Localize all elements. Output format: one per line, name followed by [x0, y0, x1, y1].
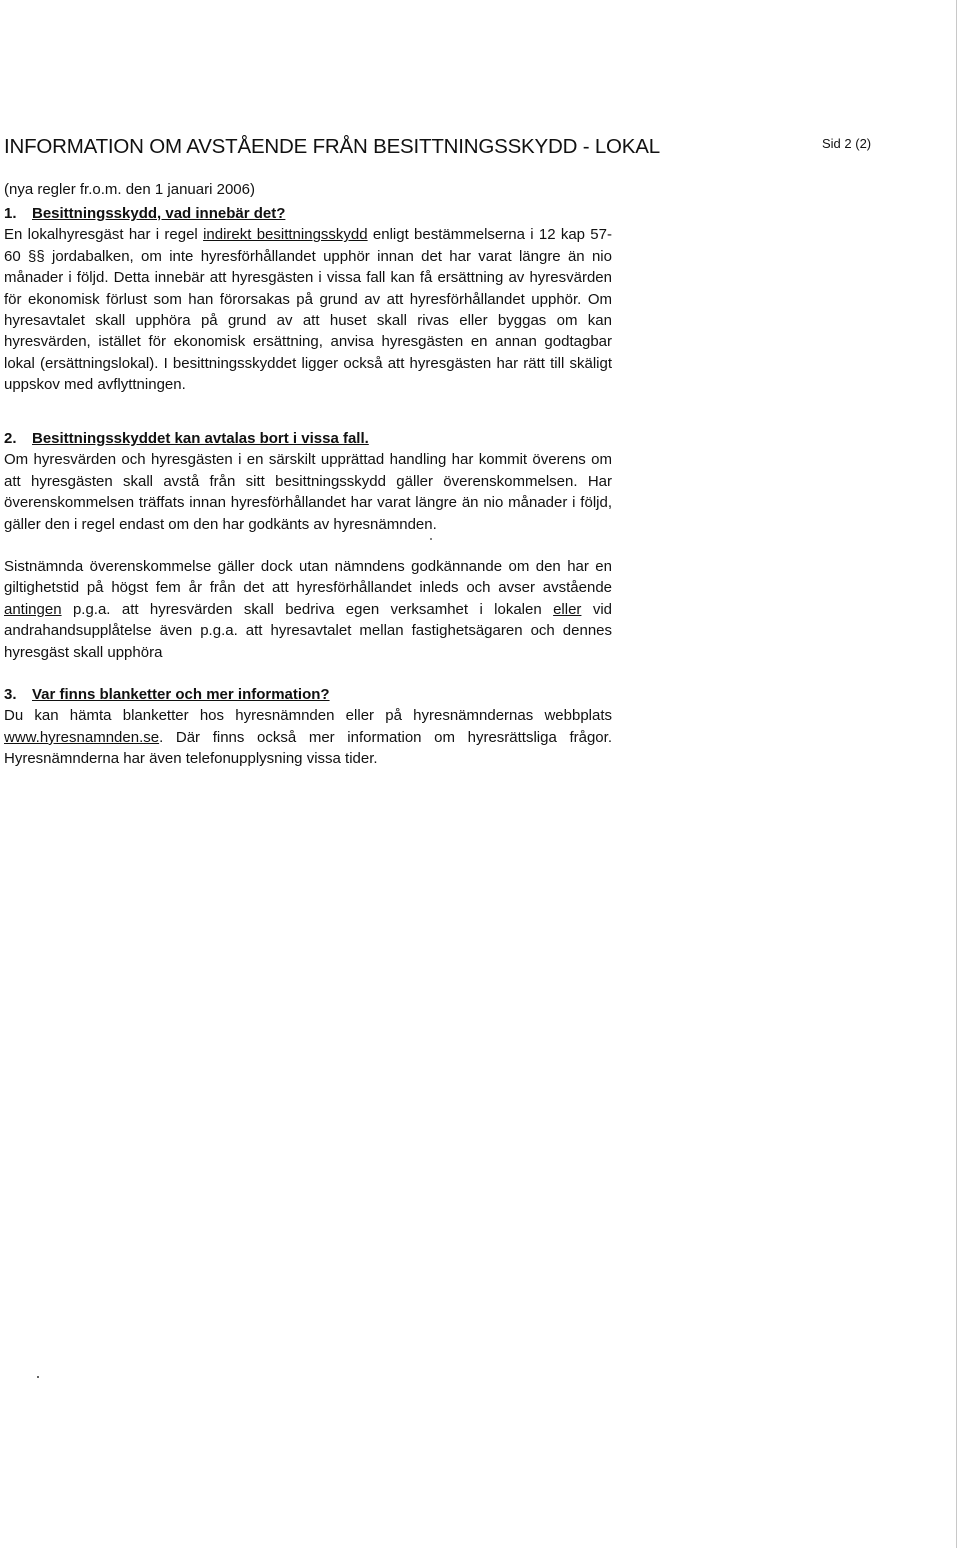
section-1-heading: [4, 203, 612, 224]
section-1-text-a: En lokalhyresgäst har i regel: [4, 226, 204, 244]
section-1-indirect-term: indirekt besittningsskydd: [203, 226, 368, 244]
section-3-number: 3.: [4, 686, 17, 703]
section-2-text-b: p.g.a. att hyresvärden skall bedriva egen verksamhet i lokalen: [61, 600, 554, 618]
section-3: [4, 684, 612, 770]
section-2-text-a: Sistnämnda överenskommelse gäller dock utan nämndens godkännande om den har en giltighetstid på högst fem år från det att hyresförhållandet inleds och avser avstående: [4, 558, 612, 597]
section-2-eller: eller: [553, 600, 582, 618]
scan-speck: [430, 538, 432, 540]
section-3-text-b: . Där finns också mer information om hyresrättsliga frågor. Hyresnämnderna har även telefonupplysning vissa tider.: [4, 728, 612, 768]
website-link[interactable]: www.hyresnamnden.se: [4, 728, 160, 746]
section-2-heading-text: Besittningsskyddet kan avtalas bort i vissa fall.: [32, 430, 369, 447]
section-2-number: 2.: [4, 430, 17, 447]
section-3-heading-text: Var finns blanketter och mer information?: [32, 686, 330, 703]
page-number: Sid 2 (2): [822, 136, 872, 151]
scan-speck: [37, 1376, 39, 1378]
section-2: [4, 428, 612, 663]
document-title: INFORMATION OM AVSTÅENDE FRÅN BESITTNINGSSKYDD - LOKAL: [4, 135, 660, 158]
document-subtitle: (nya regler fr.o.m. den 1 januari 2006): [4, 181, 255, 198]
section-3-paragraph: [4, 705, 612, 769]
section-2-antingen: antingen: [4, 600, 62, 618]
section-2-heading: [4, 428, 612, 449]
section-3-text-a: Du kan hämta blanketter hos hyresnämnden eller på hyresnämndernas webbplats: [4, 707, 612, 725]
section-3-heading: [4, 684, 612, 705]
section-1-number: 1.: [4, 205, 17, 222]
section-1: [4, 203, 612, 396]
scan-edge-line: [956, 0, 957, 1548]
section-2-text-c: vid andrahandsupplåtelse även p.g.a. att hyresavtalet mellan fastighetsägaren och dennes hyresgäst skall upphöra: [4, 600, 612, 661]
section-1-text-b: enligt bestämmelserna i 12 kap 57-60 §§ jordabalken, om inte hyresförhållandet upphör innan det har varat längre än nio månader i följd. Detta innebär att hyresgästen i vissa fall kan få ersättning av hyresvärden för ekonomisk förlust som han förorsakas på grund av att hyresförhållandet upphör. Om hyresavtalet skall upphöra på grund av att huset skall rivas eller byggas om kan hyresvärden, istället för ekonomisk ersättning, anvisa hyresgästen en annan godtagbar lokal (ersättningslokal). I besittningsskyddet ligger också att hyresgästen har rätt till skäligt uppskov med avflyttningen.: [4, 226, 612, 394]
section-1-heading-text: Besittningsskydd, vad innebär det?: [32, 205, 286, 222]
section-1-paragraph: [4, 224, 612, 395]
section-2-paragraph-2: [4, 556, 612, 663]
section-2-paragraph-1: Om hyresvärden och hyresgästen i en särskilt upprättad handling har kommit överens om att hyresgästen skall avstå från sitt besittningsskydd gäller överenskommelsen. Har överenskommelsen träffats innan hyresförhållandet har varat längre än nio månader i följd, gäller den i regel endast om den har godkänts av hyresnämnden.: [4, 451, 612, 533]
